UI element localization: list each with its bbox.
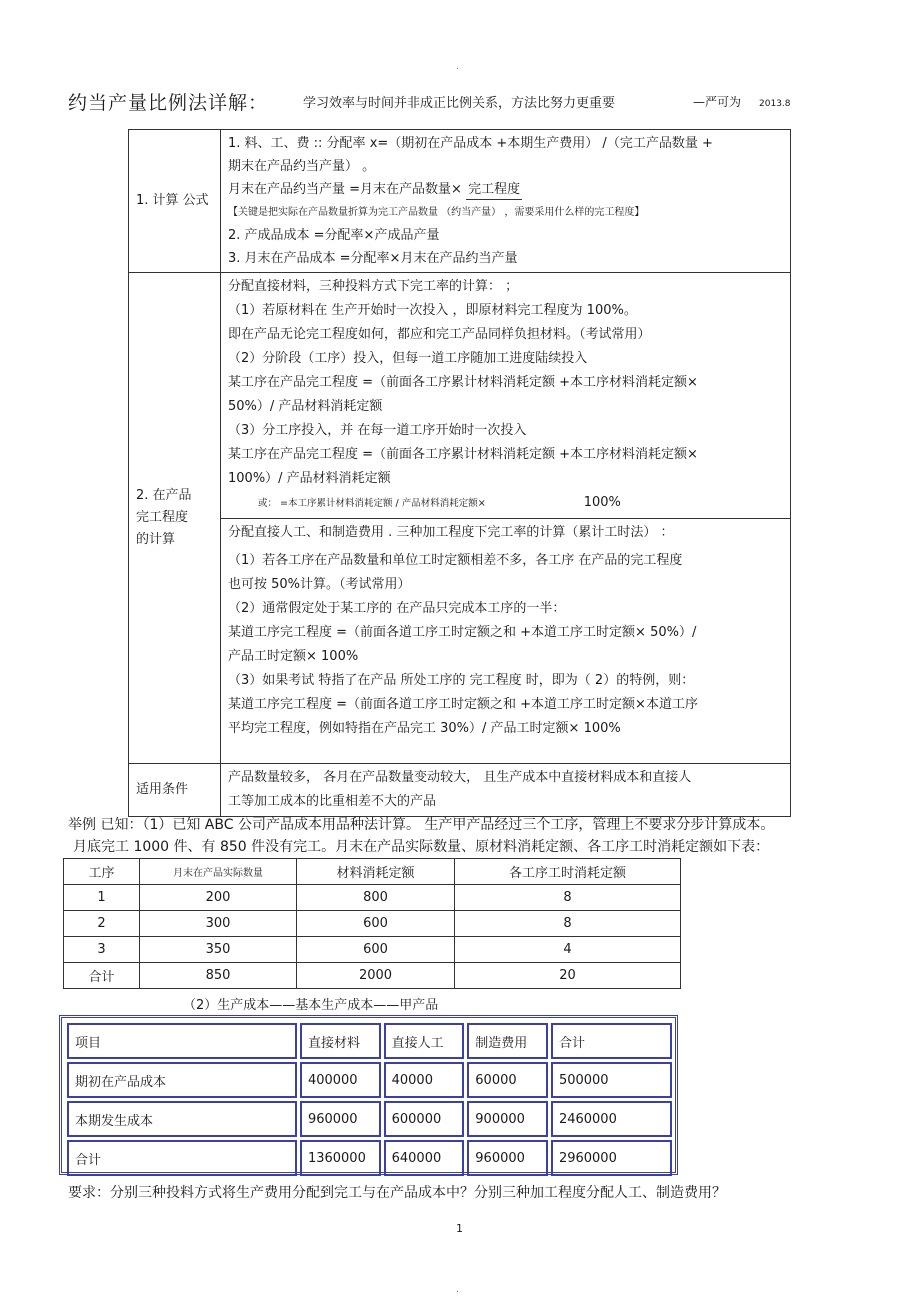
- completion-label-line: 2. 在产品: [136, 488, 192, 503]
- formula-note: 【关键是把实际在产品数量折算为完工产品数量 （约当产量） ，需要采用什么样的完工程度】: [228, 207, 645, 218]
- table-cell: 200: [140, 885, 297, 911]
- process-table: [63, 858, 681, 989]
- table-row: [64, 885, 681, 911]
- condition-content: [221, 764, 791, 817]
- table-cell: 400000: [300, 1062, 381, 1098]
- table-cell: 640000: [384, 1140, 465, 1176]
- material-line: 分配直接材料，三种投料方式下完工率的计算： ；: [228, 279, 519, 294]
- page-subtitle: 学习效率与时间并非成正比例关系，方法比努力更重要: [303, 96, 616, 111]
- table-row: [64, 937, 681, 963]
- table-cell: 600: [297, 937, 455, 963]
- completion-label: [129, 273, 221, 764]
- table-cell: 期初在产品成本: [67, 1062, 297, 1098]
- cost-table-caption: （2）生产成本——基本生产成本——甲产品: [183, 998, 439, 1013]
- labor-line: （1）若各工序在产品数量和单位工时定额相差不多，各工序 在产品的完工程度: [228, 553, 683, 568]
- material-content: [221, 273, 791, 519]
- process-table-header: [64, 859, 681, 885]
- labor-content: [221, 519, 791, 764]
- completion-label-line: 完工程度: [136, 510, 189, 525]
- table-cell: 本期发生成本: [67, 1101, 297, 1137]
- table-cell: 350: [140, 937, 297, 963]
- formula-table: [128, 129, 791, 817]
- example-line-2: 月底完工 1000 件、有 850 件没有完工。月末在产品实际数量、原材料消耗定额、各工序工时消耗定额如下表：: [73, 839, 770, 855]
- header-cell: 制造费用: [467, 1023, 548, 1059]
- table-cell: 合计: [67, 1140, 297, 1176]
- condition-label: 适用条件: [129, 764, 221, 817]
- table-cell: 8: [455, 885, 681, 911]
- author-date: 2013.8: [759, 99, 791, 109]
- table-row: [67, 1140, 672, 1176]
- table-cell: 60000: [467, 1062, 548, 1098]
- labor-row: [129, 519, 791, 764]
- table-cell: 2960000: [551, 1140, 672, 1176]
- table-cell: 960000: [467, 1140, 548, 1176]
- formula-label: 1. 计算 公式: [129, 130, 221, 273]
- page-title: 约当产量比例法详解：: [68, 92, 269, 114]
- table-cell: 800: [297, 885, 455, 911]
- table-cell: 40000: [384, 1062, 465, 1098]
- labor-line: 也可按 50%计算。（考试常用）: [228, 577, 411, 592]
- labor-line: 平均完工程度，例如特指在产品完工 30%）/ 产品工时定额× 100%: [228, 721, 621, 736]
- formula-text: 月末在产品约当产量 =月末在产品数量×: [228, 182, 462, 197]
- table-cell: 1: [64, 885, 140, 911]
- table-row: [67, 1062, 672, 1098]
- table-cell: 300: [140, 911, 297, 937]
- top-mark: .: [456, 62, 459, 72]
- bottom-mark: .: [456, 1285, 459, 1295]
- header-cell: 项目: [67, 1023, 297, 1059]
- labor-line: （3）如果考试 特指了在产品 所处工序的 完工程度 时，即为（ 2）的特例，则：: [228, 673, 695, 688]
- table-cell: 900000: [467, 1101, 548, 1137]
- header-cell: 材料消耗定额: [297, 859, 455, 885]
- table-cell: 1360000: [300, 1140, 381, 1176]
- table-cell: 2: [64, 911, 140, 937]
- formula-line: 1. 料、工、费 :: 分配率 x=（期初在产品成本 +本期生产费用） /（完工产品数量 +: [228, 136, 713, 151]
- title-line: [68, 88, 828, 114]
- header-cell: 直接人工: [384, 1023, 465, 1059]
- table-row: [64, 911, 681, 937]
- labor-line: 产品工时定额× 100%: [228, 649, 359, 664]
- table-cell: 2000: [297, 963, 455, 989]
- header-cell: 各工序工时消耗定额: [455, 859, 681, 885]
- header-cell: 月末在产品实际数量: [140, 859, 297, 885]
- labor-line: 某道工序完工程度 =（前面各道工序工时定额之和 +本道工序工时定额× 50%）/: [228, 625, 697, 640]
- material-line: 某工序在产品完工程度 =（前面各工序累计材料消耗定额 +本工序材料消耗定额×: [228, 375, 698, 390]
- formula-row: [129, 130, 791, 273]
- table-cell: 500000: [551, 1062, 672, 1098]
- material-line: （1）若原材料在 生产开始时一次投入 ，即原材料完工程度为 100%。: [228, 303, 637, 318]
- table-cell: 600: [297, 911, 455, 937]
- completion-label-line: 的计算: [136, 532, 176, 547]
- table-row: [64, 963, 681, 989]
- cost-table: [64, 1020, 675, 1179]
- table-row: [67, 1101, 672, 1137]
- condition-line: 工等加工成本的比重相差不大的产品: [228, 794, 437, 809]
- table-cell: 20: [455, 963, 681, 989]
- material-alt-line: [228, 491, 784, 516]
- requirement-text: 要求：分别三种投料方式将生产费用分配到完工与在产品成本中？分别三种加工程度分配人工、制造费用？: [68, 1185, 726, 1201]
- completion-degree-underlined: 完工程度: [466, 182, 522, 200]
- author: [693, 93, 791, 110]
- page-number: 1: [456, 1222, 463, 1235]
- formula-line: 2. 产成品成本 =分配率×产成品产量: [228, 228, 440, 243]
- material-alt-text: 或： =本工序累计材料消耗定额 / 产品材料消耗定额×: [258, 498, 486, 509]
- formula-line: 3. 月末在产品成本 =分配率×月末在产品约当产量: [228, 251, 518, 266]
- material-alt-percent: 100%: [583, 495, 621, 510]
- formula-line: [228, 178, 784, 201]
- material-line: （2）分阶段（工序）投入，但每一道工序随加工进度陆续投入: [228, 351, 588, 366]
- table-cell: 4: [455, 937, 681, 963]
- material-row: [129, 273, 791, 519]
- table-cell: 960000: [300, 1101, 381, 1137]
- table-cell: 合计: [64, 963, 140, 989]
- material-line: 某工序在产品完工程度 =（前面各工序累计材料消耗定额 +本工序材料消耗定额×: [228, 447, 698, 462]
- material-line: （3）分工序投入，并 在每一道工序开始时一次投入: [228, 423, 527, 438]
- cost-table-frame: [59, 1015, 678, 1175]
- formula-line: 期末在产品约当产量） 。: [228, 159, 376, 174]
- material-line: 100%）/ 产品材料消耗定额: [228, 471, 391, 486]
- formula-content: [221, 130, 791, 273]
- condition-line: 产品数量较多， 各月在产品数量变动较大， 且生产成本中直接材料成本和直接人: [228, 770, 692, 785]
- labor-line: 分配直接人工、和制造费用 . 三种加工程度下完工率的计算（累计工时法） ：: [228, 525, 674, 540]
- table-cell: 8: [455, 911, 681, 937]
- table-cell: 2460000: [551, 1101, 672, 1137]
- header-cell: 合计: [551, 1023, 672, 1059]
- labor-line: （2）通常假定处于某工序的 在产品只完成本工序的一半：: [228, 601, 566, 616]
- table-cell: 3: [64, 937, 140, 963]
- condition-row: [129, 764, 791, 817]
- material-line: 50%）/ 产品材料消耗定额: [228, 399, 383, 414]
- header-cell: 工序: [64, 859, 140, 885]
- cost-table-header: [67, 1023, 672, 1059]
- table-cell: 850: [140, 963, 297, 989]
- labor-line: 某道工序完工程度 =（前面各道工序工时定额之和 +本道工序工时定额×本道工序: [228, 697, 698, 712]
- table-cell: 600000: [384, 1101, 465, 1137]
- example-line-1: 举例 已知：（1）已知 ABC 公司产品成本用品种法计算。 生产甲产品经过三个工序，管理上不要求分步计算成本。: [68, 817, 775, 833]
- header-cell: 直接材料: [300, 1023, 381, 1059]
- material-line: 即在产品无论完工程度如何，都应和完工产品同样负担材料。（考试常用）: [228, 327, 651, 342]
- author-name: —严可为: [693, 95, 742, 109]
